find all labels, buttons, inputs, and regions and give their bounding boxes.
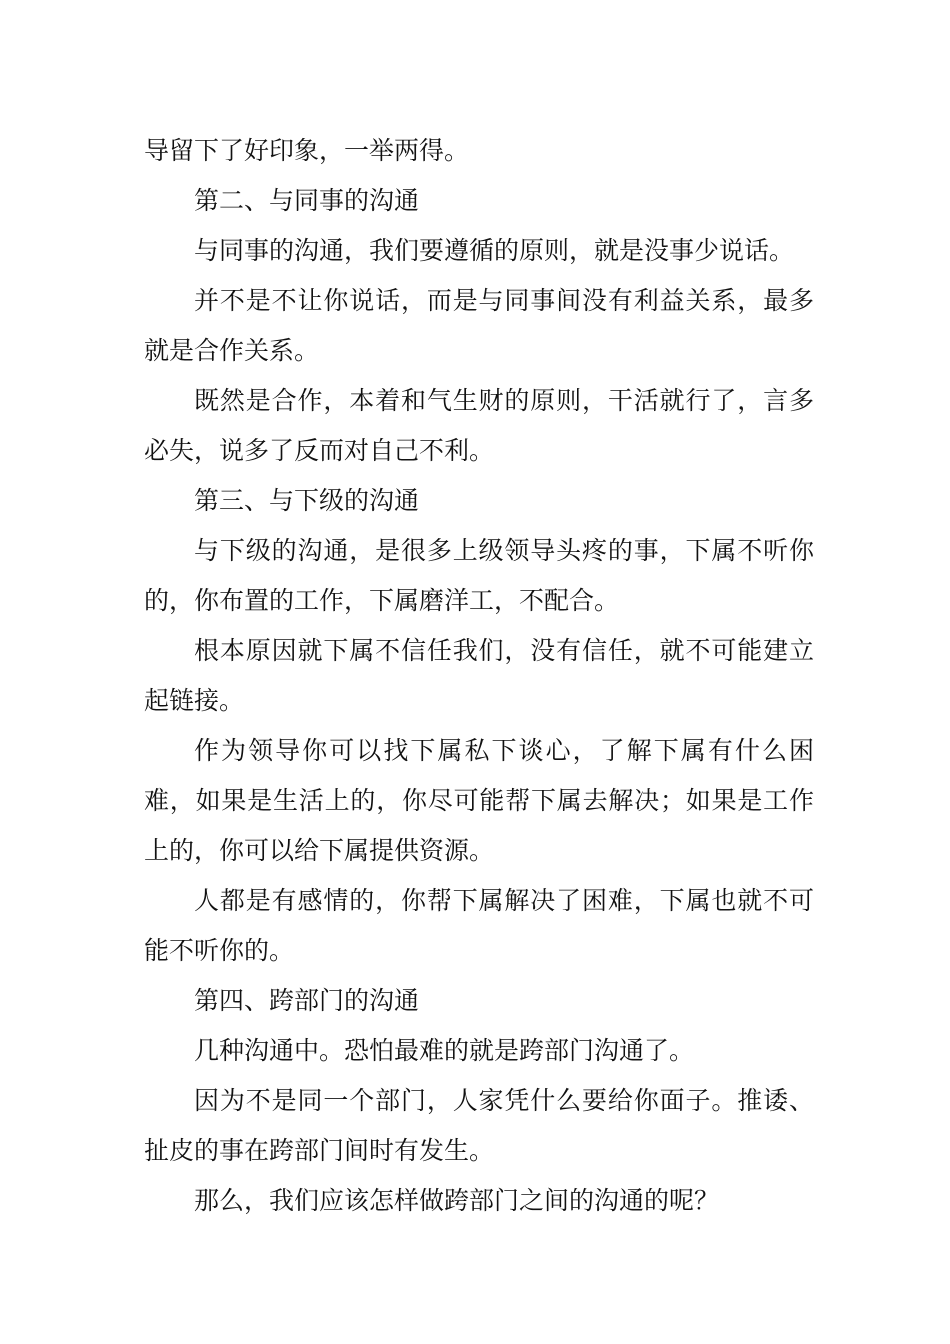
document-body xyxy=(144,126,814,1226)
section-heading-subordinate: 第三、与下级的沟通 xyxy=(194,486,420,515)
paragraph: 那么，我们应该怎样做跨部门之间的沟通的呢？ xyxy=(194,1186,720,1215)
paragraph: 作为领导你可以找下属私下谈心，了解下属有什么困难，如果是生活上的，你尽可能帮下属去解决；如果是工作上的，你可以给下属提供资源。 xyxy=(144,736,814,865)
paragraph: 几种沟通中。恐怕最难的就是跨部门沟通了。 xyxy=(194,1036,695,1065)
section-heading-colleague: 第二、与同事的沟通 xyxy=(194,186,420,215)
paragraph: 既然是合作，本着和气生财的原则，干活就行了，言多必失，说多了反而对自己不利。 xyxy=(144,386,814,465)
paragraph: 因为不是同一个部门，人家凭什么要给你面子。推诿、扯皮的事在跨部门间时有发生。 xyxy=(144,1086,814,1165)
paragraph: 根本原因就下属不信任我们，没有信任，就不可能建立起链接。 xyxy=(144,636,814,715)
paragraph: 人都是有感情的，你帮下属解决了困难，下属也就不可能不听你的。 xyxy=(144,886,814,965)
paragraph-continuation: 导留下了好印象，一举两得。 xyxy=(144,136,470,165)
paragraph: 与下级的沟通，是很多上级领导头疼的事，下属不听你的，你布置的工作，下属磨洋工，不配合。 xyxy=(144,536,814,615)
paragraph: 并不是不让你说话，而是与同事间没有利益关系，最多就是合作关系。 xyxy=(144,286,814,365)
paragraph: 与同事的沟通，我们要遵循的原则，就是没事少说话。 xyxy=(194,236,795,265)
section-heading-cross-department: 第四、跨部门的沟通 xyxy=(194,986,420,1015)
